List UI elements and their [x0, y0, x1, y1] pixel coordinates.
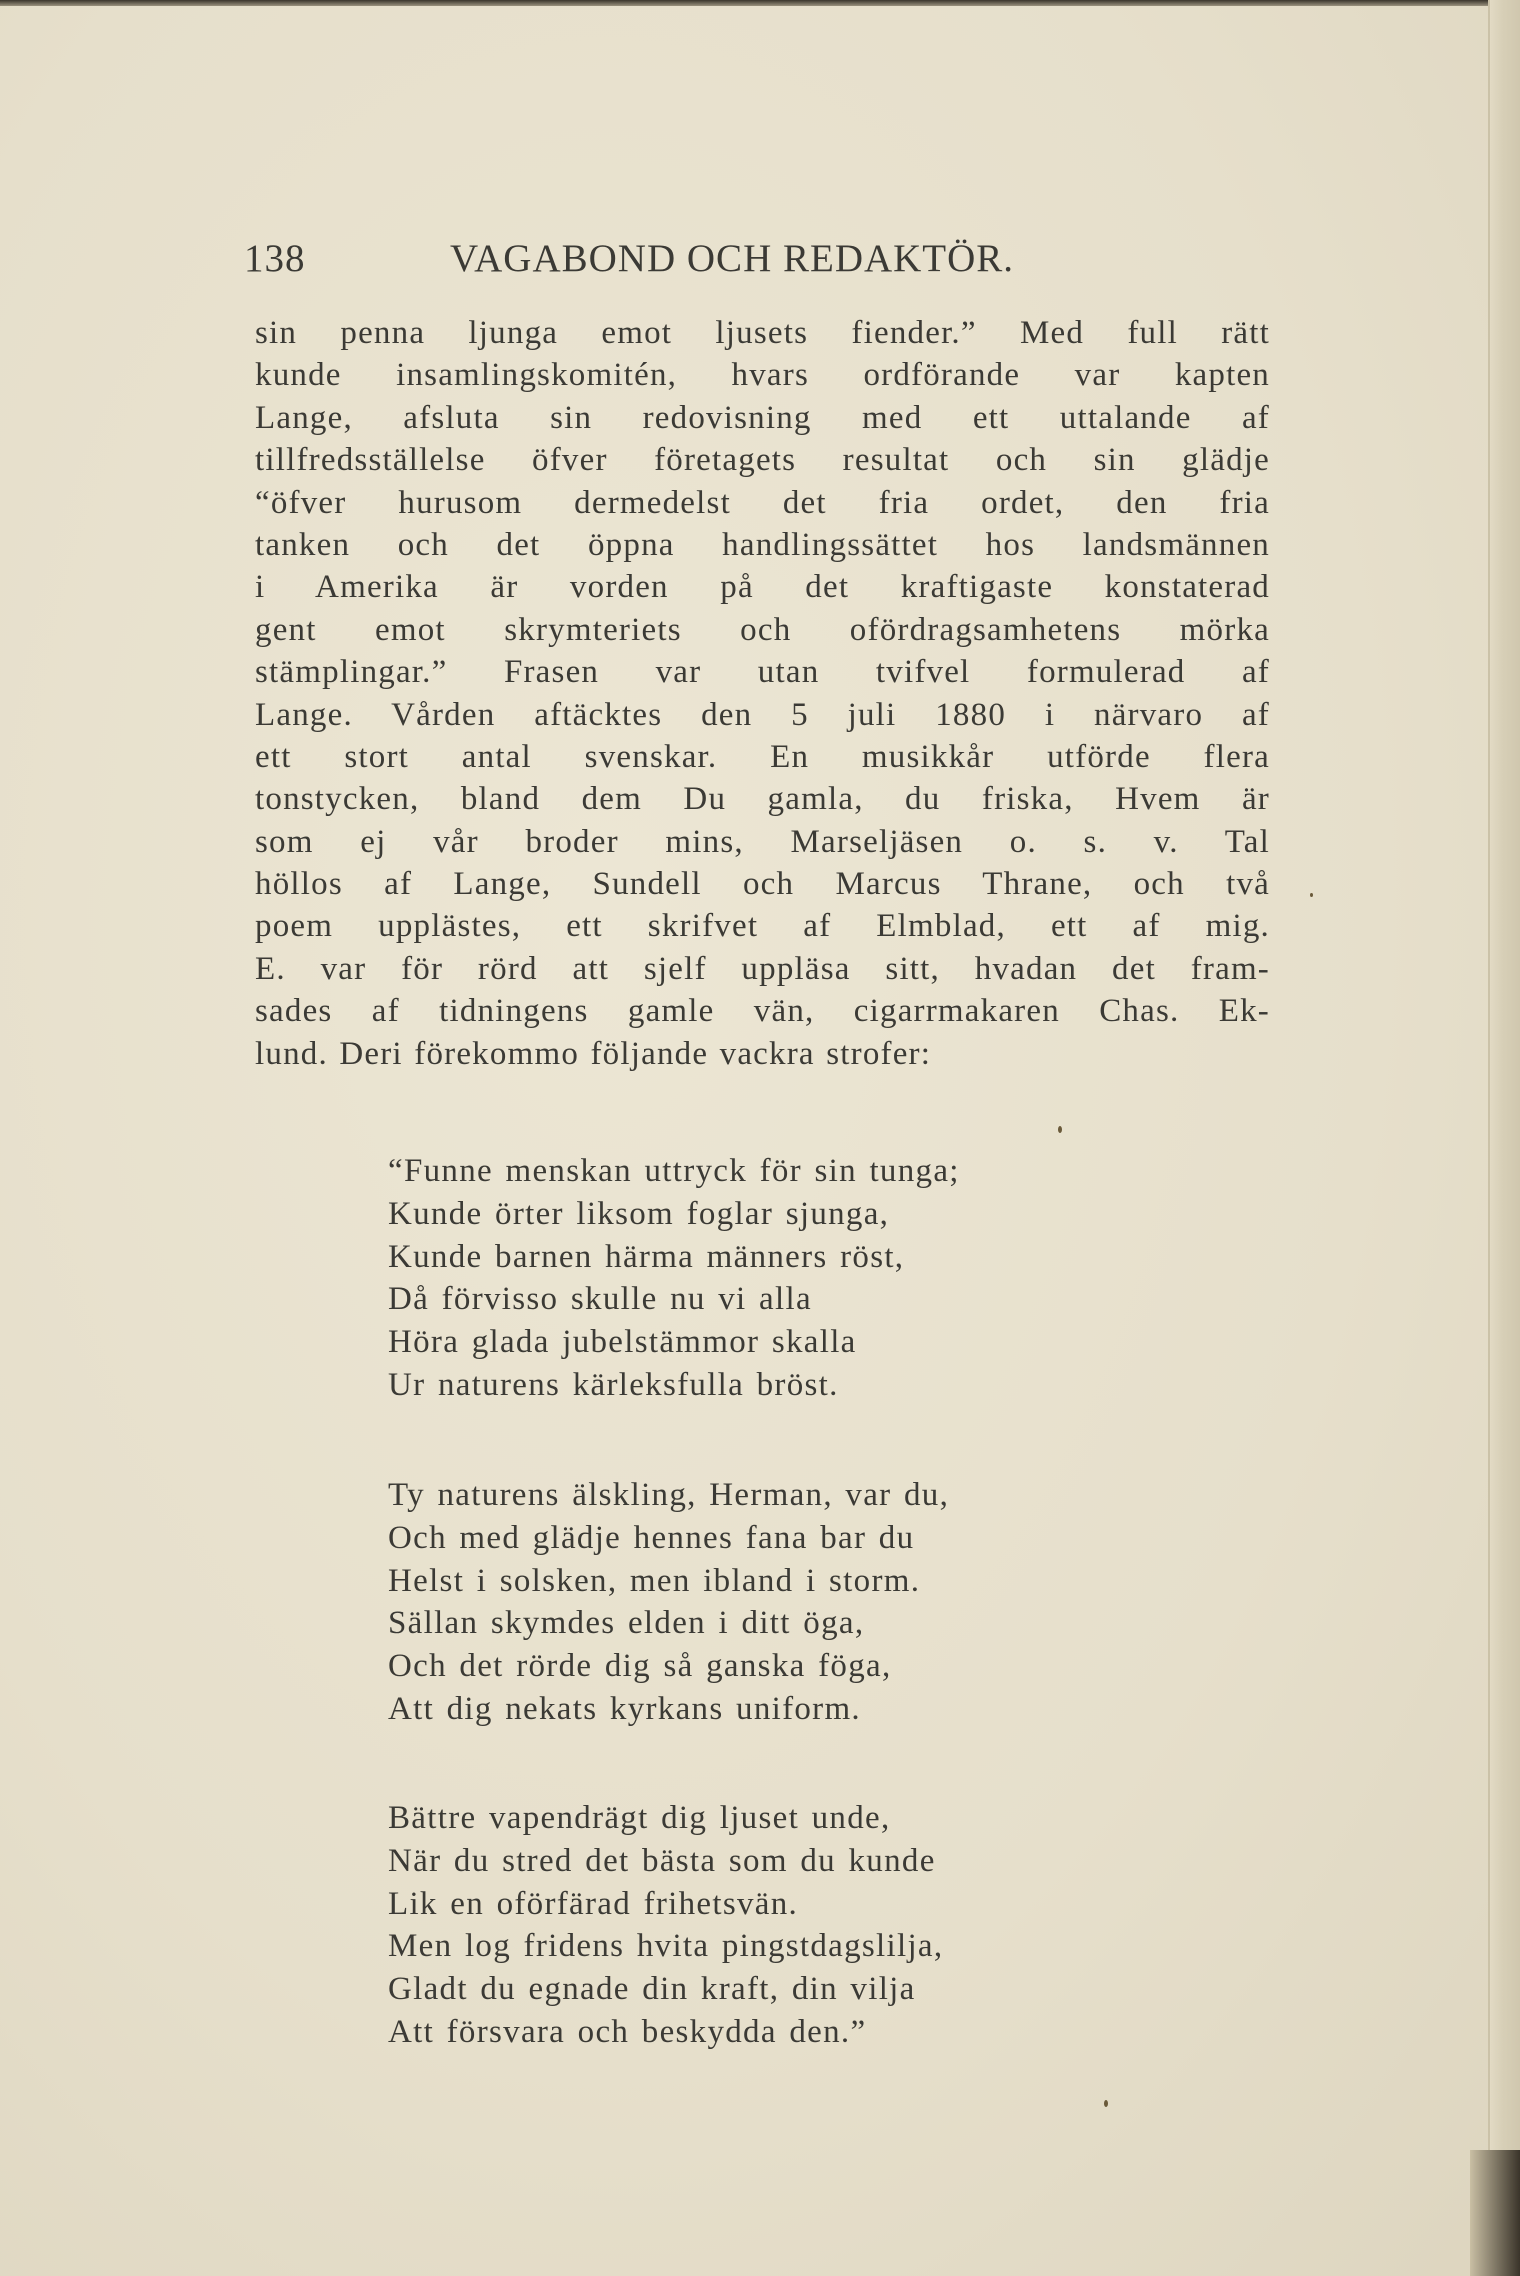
page-corner-shadow	[1470, 2150, 1520, 2276]
poem-line: När du stred det bästa som du kunde	[388, 1842, 936, 1879]
poem-line: Men log fridens hvita pingstdagslilja,	[388, 1928, 944, 1965]
poem-line: Bättre vapendrägt dig ljuset unde,	[388, 1800, 891, 1836]
prose-line: gent emot skrymteriets och ofördragsamhetens mörka	[255, 611, 1270, 648]
prose-line: ett stort antal svenskar. En musikkår utförde flera	[255, 738, 1270, 775]
page-right-edge	[1488, 0, 1520, 2276]
prose-line: Lange. Vården aftäcktes den 5 juli 1880 i närvaro af	[255, 696, 1270, 733]
poem-line: Kunde örter liksom foglar sjunga,	[388, 1195, 890, 1232]
prose-line: som ej vår broder mins, Marseljäsen o. s. v. Tal	[255, 823, 1270, 860]
poem-line: “Funne menskan uttryck för sin tunga;	[388, 1153, 960, 1189]
prose-line: Lange, afsluta sin redovisning med ett uttalande af	[255, 399, 1270, 436]
prose-line: tanken och det öppna handlingssättet hos landsmännen	[255, 526, 1270, 563]
poem-stanza-3	[388, 1797, 943, 2054]
prose-line: lund. Deri förekommo följande vackra strofer:	[255, 1035, 932, 1072]
poem-stanza-2	[388, 1474, 949, 1731]
page-number: 138	[244, 237, 306, 280]
prose-line: höllos af Lange, Sundell och Marcus Thrane, och två	[255, 866, 1270, 903]
prose-line: i Amerika är vorden på det kraftigaste konstaterad	[255, 569, 1270, 606]
prose-paragraph	[255, 312, 1270, 1075]
poem-line: Och det rörde dig så ganska föga,	[388, 1648, 892, 1685]
running-head	[244, 236, 1114, 286]
poem-line: Att försvara och beskydda den.”	[388, 2013, 867, 2050]
poem-line: Höra glada jubelstämmor skalla	[388, 1324, 857, 1361]
prose-line: tillfredsställelse öfver företagets resultat och sin glädje	[255, 442, 1270, 479]
poem-line: Ty naturens älskling, Herman, var du,	[388, 1477, 950, 1513]
poem-line: Kunde barnen härma männers röst,	[388, 1238, 905, 1275]
poem-line: Sällan skymdes elden i ditt öga,	[388, 1605, 865, 1642]
running-title: VAGABOND OCH REDAKTÖR.	[450, 237, 1015, 280]
poem-line: Och med glädje hennes fana bar du	[388, 1519, 915, 1556]
prose-line: tonstycken, bland dem Du gamla, du friska, Hvem är	[255, 781, 1270, 818]
poem-line: Ur naturens kärleksfulla bröst.	[388, 1366, 839, 1403]
poem-line: Helst i solsken, men ibland i storm.	[388, 1562, 921, 1599]
prose-line: E. var för rörd att sjelf uppläsa sitt, hvadan det fram-	[255, 950, 1270, 987]
prose-line: “öfver hurusom dermedelst det fria ordet, den fria	[255, 484, 1270, 521]
paper-speck	[1058, 1126, 1062, 1133]
prose-line: sin penna ljunga emot ljusets fiender.” Med full rätt	[255, 315, 1270, 351]
prose-line: poem upplästes, ett skrifvet af Elmblad, ett af mig.	[255, 908, 1270, 945]
prose-line: sades af tidningens gamle vän, cigarrmakaren Chas. Ek-	[255, 993, 1270, 1030]
poem-line: Att dig nekats kyrkans uniform.	[388, 1690, 861, 1727]
paper-speck	[1310, 893, 1313, 897]
page-top-edge	[0, 0, 1520, 6]
poem-stanza-1	[388, 1150, 960, 1407]
prose-line: stämplingar.” Frasen var utan tvifvel formulerad af	[255, 654, 1270, 691]
paper-speck	[1104, 2100, 1108, 2107]
prose-line: kunde insamlingskomitén, hvars ordförande var kapten	[255, 357, 1270, 394]
poem-line: Gladt du egnade din kraft, din vilja	[388, 1971, 916, 2008]
poem-line: Då förvisso skulle nu vi alla	[388, 1281, 812, 1318]
poem-line: Lik en oförfärad frihetsvän.	[388, 1885, 799, 1922]
